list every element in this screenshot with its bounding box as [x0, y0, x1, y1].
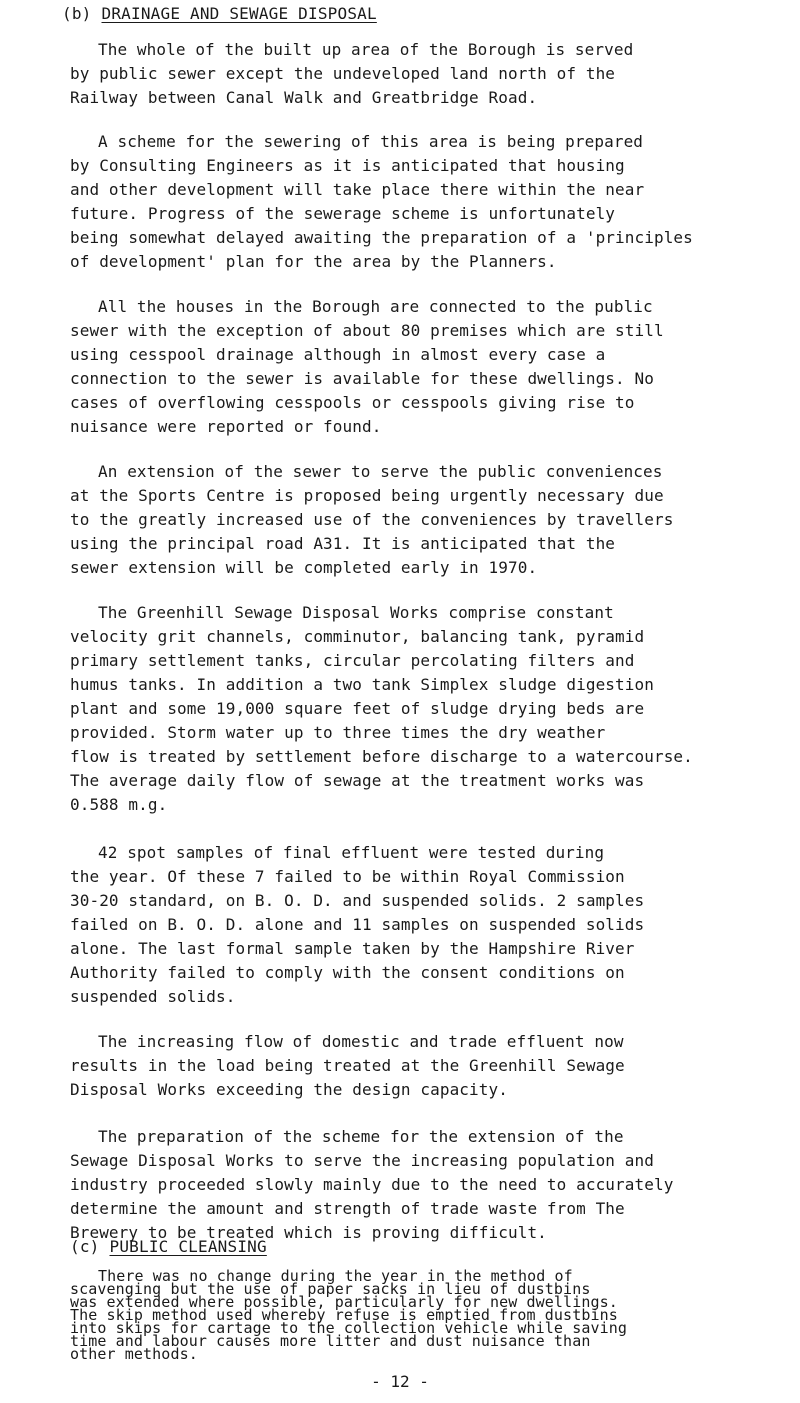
text-line: 42 spot samples of final effluent were tested during	[98, 843, 605, 862]
text-line: failed on B. O. D. alone and 11 samples on suspended solids	[70, 915, 645, 934]
text-line: plant and some 19,000 square feet of sludge drying beds are	[70, 699, 645, 718]
text-line: other methods.	[70, 1345, 198, 1363]
section-b-heading	[62, 4, 377, 23]
text-line: into skips for cartage to the collection vehicle while saving	[70, 1319, 627, 1337]
text-line: humus tanks. In addition a two tank Simplex sludge digestion	[70, 675, 654, 694]
text-line: determine the amount and strength of trade waste from The	[70, 1199, 625, 1218]
text-line: Authority failed to comply with the consent conditions on	[70, 963, 625, 982]
section-b-label: (b)	[62, 4, 92, 23]
text-line: of development' plan for the area by the Planners.	[70, 252, 557, 271]
text-line: The whole of the built up area of the Borough is served	[98, 40, 634, 59]
paragraph	[70, 1030, 775, 1102]
text-line: 0.588 m.g.	[70, 795, 168, 814]
text-line: 30-20 standard, on B. O. D. and suspended solids. 2 samples	[70, 891, 645, 910]
section-c-title: PUBLIC CLEANSING	[109, 1237, 267, 1256]
text-line: The average daily flow of sewage at the treatment works was	[70, 771, 645, 790]
text-line: sewer with the exception of about 80 premises which are still	[70, 321, 664, 340]
text-line: All the houses in the Borough are connected to the public	[98, 297, 653, 316]
text-line: industry proceeded slowly mainly due to the need to accurately	[70, 1175, 674, 1194]
text-line: Brewery to be treated which is proving difficult.	[70, 1223, 547, 1242]
text-line: Disposal Works exceeding the design capacity.	[70, 1080, 508, 1099]
section-b-title: DRAINAGE AND SEWAGE DISPOSAL	[101, 4, 377, 23]
paragraph	[70, 38, 775, 110]
text-line: scavenging but the use of paper sacks in lieu of dustbins	[70, 1280, 591, 1298]
section-c-label: (c)	[70, 1237, 100, 1256]
text-line: The skip method used whereby refuse is emptied from dustbins	[70, 1306, 618, 1324]
text-line: to the greatly increased use of the conveniences by travellers	[70, 510, 674, 529]
paragraph	[70, 841, 775, 1009]
text-line: suspended solids.	[70, 987, 236, 1006]
text-line: by public sewer except the undeveloped land north of the	[70, 64, 616, 83]
text-line: connection to the sewer is available for these dwellings. No	[70, 369, 654, 388]
text-line: nuisance were reported or found.	[70, 417, 382, 436]
text-line: was extended where possible, particularly for new dwellings.	[70, 1293, 618, 1311]
text-line: using cesspool drainage although in almost every case a	[70, 345, 606, 364]
text-line: time and labour causes more litter and dust nuisance than	[70, 1332, 591, 1350]
text-line: results in the load being treated at the Greenhill Sewage	[70, 1056, 625, 1075]
text-line: and other development will take place there within the near	[70, 180, 645, 199]
paragraph	[70, 1267, 775, 1363]
paragraph	[70, 460, 775, 580]
text-line: flow is treated by settlement before discharge to a watercourse.	[70, 747, 693, 766]
text-line: cases of overflowing cesspools or cesspools giving rise to	[70, 393, 635, 412]
text-line: provided. Storm water up to three times the dry weather	[70, 723, 606, 742]
text-line: A scheme for the sewering of this area is being prepared	[98, 132, 644, 151]
text-line: The increasing flow of domestic and trade effluent now	[98, 1032, 624, 1051]
text-line: at the Sports Centre is proposed being urgently necessary due	[70, 486, 664, 505]
paragraph	[70, 1125, 775, 1245]
text-line: using the principal road A31. It is anticipated that the	[70, 534, 616, 553]
text-line: alone. The last formal sample taken by the Hampshire River	[70, 939, 635, 958]
page-number: - 12 -	[371, 1372, 429, 1391]
text-line: Sewage Disposal Works to serve the increasing population and	[70, 1151, 654, 1170]
text-line: There was no change during the year in the method of	[98, 1267, 573, 1285]
paragraph	[70, 130, 775, 274]
text-line: The preparation of the scheme for the extension of the	[98, 1127, 624, 1146]
text-line: sewer extension will be completed early in 1970.	[70, 558, 538, 577]
text-line: by Consulting Engineers as it is anticipated that housing	[70, 156, 625, 175]
text-line: An extension of the sewer to serve the public conveniences	[98, 462, 663, 481]
text-line: future. Progress of the sewerage scheme is unfortunately	[70, 204, 616, 223]
text-line: velocity grit channels, comminutor, balancing tank, pyramid	[70, 627, 645, 646]
text-line: being somewhat delayed awaiting the preparation of a 'principles	[70, 228, 693, 247]
paragraph	[70, 295, 775, 439]
text-line: The Greenhill Sewage Disposal Works comprise constant	[98, 603, 614, 622]
section-c-heading	[70, 1237, 267, 1256]
text-line: primary settlement tanks, circular percolating filters and	[70, 651, 635, 670]
text-line: Railway between Canal Walk and Greatbridge Road.	[70, 88, 538, 107]
paragraph	[70, 601, 775, 817]
text-line: the year. Of these 7 failed to be within Royal Commission	[70, 867, 625, 886]
